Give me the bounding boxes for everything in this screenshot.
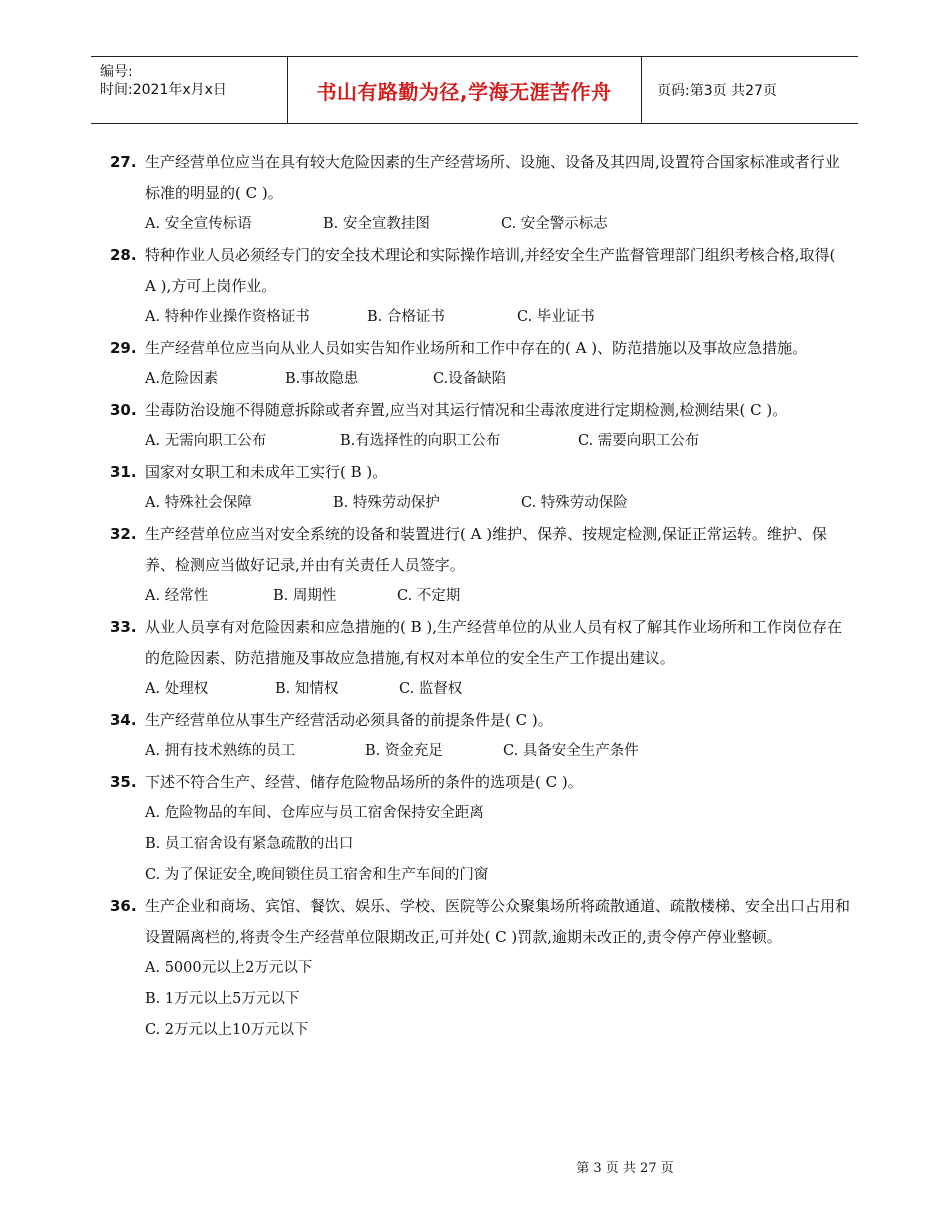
header-page-cell bbox=[641, 57, 858, 123]
question-number: 28. bbox=[110, 246, 137, 264]
question-number: 35. bbox=[110, 773, 137, 791]
question-number: 36. bbox=[110, 897, 137, 915]
option-a: A. 5000元以上2万元以下 bbox=[145, 960, 313, 976]
question-text: 尘毒防治设施不得随意拆除或者弃置,应当对其运行情况和尘毒浓度进行定期检测,检测结果( C )。 bbox=[145, 401, 788, 419]
option-a: A. 无需向职工公布 bbox=[145, 433, 267, 449]
question-27 bbox=[110, 147, 850, 209]
question-28 bbox=[110, 240, 850, 302]
option-b: B. 特殊劳动保护 bbox=[333, 495, 440, 511]
options-row bbox=[110, 426, 850, 457]
options-row bbox=[110, 674, 850, 705]
option-b: B. 资金充足 bbox=[365, 743, 443, 759]
question-number: 34. bbox=[110, 711, 137, 729]
option-c: C.设备缺陷 bbox=[433, 371, 507, 387]
option-b: B. 合格证书 bbox=[367, 309, 445, 325]
question-text: 生产经营单位应当向从业人员如实告知作业场所和工作中存在的( A )、防范措施以及事故应急措施。 bbox=[145, 339, 808, 357]
options-row bbox=[110, 364, 850, 395]
time-label: 时间:2021年x月x日 bbox=[100, 82, 227, 98]
question-32 bbox=[110, 519, 850, 581]
option-a: A. 危险物品的车间、仓库应与员工宿舍保持安全距离 bbox=[145, 805, 484, 821]
question-text: 生产企业和商场、宾馆、餐饮、娱乐、学校、医院等公众聚集场所将疏散通道、疏散楼梯、安全出口占用和设置隔离栏的,将责令生产经营单位限期改正,可并处( C )罚款,逾期未改正的,责令停产停业整顿。 bbox=[145, 897, 851, 946]
question-33 bbox=[110, 612, 850, 674]
question-number: 27. bbox=[110, 153, 137, 171]
question-text: 从业人员享有对危险因素和应急措施的( B ),生产经营单位的从业人员有权了解其作业场所和工作岗位存在的危险因素、防范措施及事故应急措施,有权对本单位的安全生产工作提出建议。 bbox=[145, 618, 843, 667]
question-number: 33. bbox=[110, 618, 137, 636]
option-a: A. 拥有技术熟练的员工 bbox=[145, 743, 296, 759]
question-text: 特种作业人员必须经专门的安全技术理论和实际操作培训,并经安全生产监督管理部门组织考核合格,取得( A ),方可上岗作业。 bbox=[145, 246, 836, 295]
question-number: 29. bbox=[110, 339, 137, 357]
options-row bbox=[110, 302, 850, 333]
option-c: C. 毕业证书 bbox=[517, 309, 595, 325]
question-number: 32. bbox=[110, 525, 137, 543]
option-b: B. 安全宣教挂图 bbox=[323, 216, 430, 232]
option-b: B.事故隐患 bbox=[285, 371, 359, 387]
question-31 bbox=[110, 457, 850, 488]
option-c: C. 为了保证安全,晚间锁住员工宿舍和生产车间的门窗 bbox=[145, 867, 489, 883]
slogan: 书山有路勤为径,学海无涯苦作舟 bbox=[316, 79, 612, 104]
page-info: 页码:第3页 共27页 bbox=[657, 83, 777, 99]
option-b: B.有选择性的向职工公布 bbox=[340, 433, 501, 449]
option-c: C. 不定期 bbox=[397, 588, 461, 604]
question-29 bbox=[110, 333, 850, 364]
question-36 bbox=[110, 891, 850, 953]
options-row bbox=[110, 488, 850, 519]
option-a: A. 特种作业操作资格证书 bbox=[145, 309, 310, 325]
question-34 bbox=[110, 705, 850, 736]
question-list bbox=[110, 147, 850, 1046]
option-a: A. 处理权 bbox=[145, 681, 209, 697]
question-number: 30. bbox=[110, 401, 137, 419]
option-c: C. 安全警示标志 bbox=[501, 216, 608, 232]
option-b: B. 周期性 bbox=[273, 588, 337, 604]
option-a: A. 特殊社会保障 bbox=[145, 495, 252, 511]
option-c: C. 具备安全生产条件 bbox=[503, 743, 639, 759]
question-number: 31. bbox=[110, 463, 137, 481]
question-35 bbox=[110, 767, 850, 798]
option-a: A. 安全宣传标语 bbox=[145, 216, 252, 232]
question-text: 国家对女职工和未成年工实行( B )。 bbox=[145, 463, 388, 481]
options-row bbox=[110, 736, 850, 767]
header-left-cell bbox=[91, 57, 288, 123]
option-c: C. 特殊劳动保险 bbox=[521, 495, 628, 511]
option-c: C. 监督权 bbox=[399, 681, 463, 697]
options-row bbox=[110, 209, 850, 240]
options-row bbox=[110, 581, 850, 612]
page-header bbox=[91, 56, 858, 124]
question-text: 生产经营单位从事生产经营活动必须具备的前提条件是( C )。 bbox=[145, 711, 553, 729]
option-a: A. 经常性 bbox=[145, 588, 209, 604]
header-slogan-cell bbox=[287, 57, 642, 123]
number-label: 编号: bbox=[100, 64, 133, 80]
option-a: A.危险因素 bbox=[145, 371, 219, 387]
option-b: B. 员工宿舍设有紧急疏散的出口 bbox=[145, 836, 354, 852]
option-c: C. 需要向职工公布 bbox=[578, 433, 700, 449]
option-c: C. 2万元以上10万元以下 bbox=[145, 1022, 309, 1038]
question-text: 下述不符合生产、经营、储存危险物品场所的条件的选项是( C )。 bbox=[145, 773, 583, 791]
option-b: B. 知情权 bbox=[275, 681, 339, 697]
page-footer: 第 3 页 共 27 页 bbox=[576, 1161, 674, 1176]
option-b: B. 1万元以上5万元以下 bbox=[145, 991, 300, 1007]
question-text: 生产经营单位应当在具有较大危险因素的生产经营场所、设施、设备及其四周,设置符合国家标准或者行业标准的明显的( C )。 bbox=[145, 153, 840, 202]
question-30 bbox=[110, 395, 850, 426]
question-text: 生产经营单位应当对安全系统的设备和装置进行( A )维护、保养、按规定检测,保证正常运转。维护、保养、检测应当做好记录,并由有关责任人员签字。 bbox=[145, 525, 827, 574]
